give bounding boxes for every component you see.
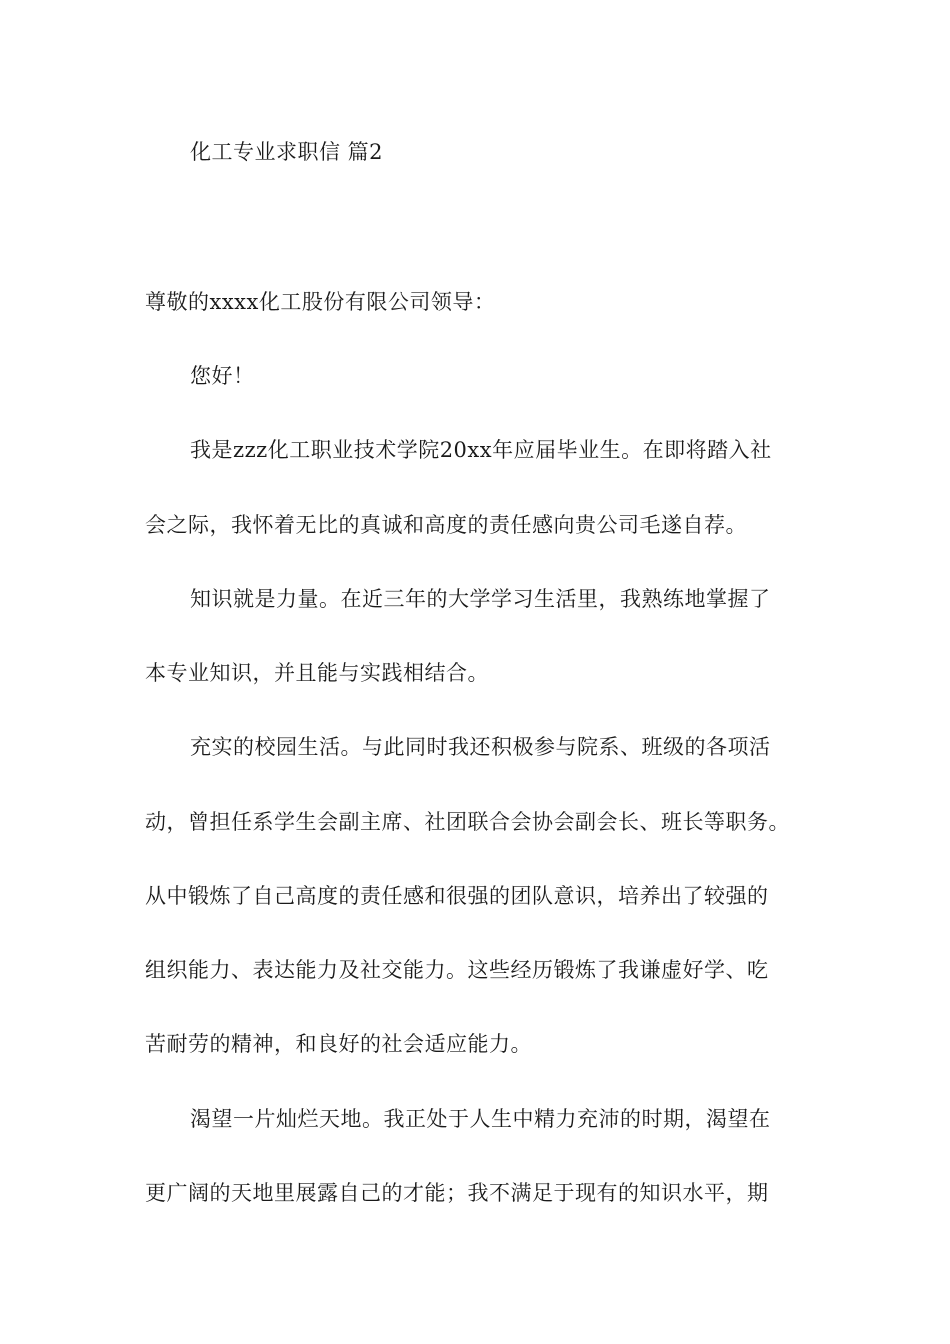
paragraph-line: 充实的校园生活。与此同时我还积极参与院系、班级的各项活 [190,735,771,759]
paragraph-line: 渴望一片灿烂天地。我正处于人生中精力充沛的时期，渴望在 [190,1107,771,1131]
paragraph-line: 苦耐劳的精神，和良好的社会适应能力。 [145,1032,532,1056]
greeting: 您好！ [190,364,255,388]
paragraph-line: 从中锻炼了自己高度的责任感和很强的团队意识，培养出了较强的 [145,884,769,908]
salutation: 尊敬的xxxx化工股份有限公司领导： [145,290,496,314]
paragraph-line: 会之际，我怀着无比的真诚和高度的责任感向贵公司毛遂自荐。 [145,513,747,537]
paragraph-line: 我是zzz化工职业技术学院20xx年应届毕业生。在即将踏入社 [190,438,772,462]
paragraph-line: 组织能力、表达能力及社交能力。这些经历锻炼了我谦虚好学、吃 [145,958,769,982]
paragraph-line: 更广阔的天地里展露自己的才能；我不满足于现有的知识水平，期 [145,1181,769,1205]
paragraph-line: 本专业知识，并且能与实践相结合。 [145,661,489,685]
document-title: 化工专业求职信 篇2 [190,140,384,164]
paragraph-line: 动，曾担任系学生会副主席、社团联合会协会副会长、班长等职务。 [145,810,790,834]
paragraph-line: 知识就是力量。在近三年的大学学习生活里，我熟练地掌握了 [190,587,771,611]
